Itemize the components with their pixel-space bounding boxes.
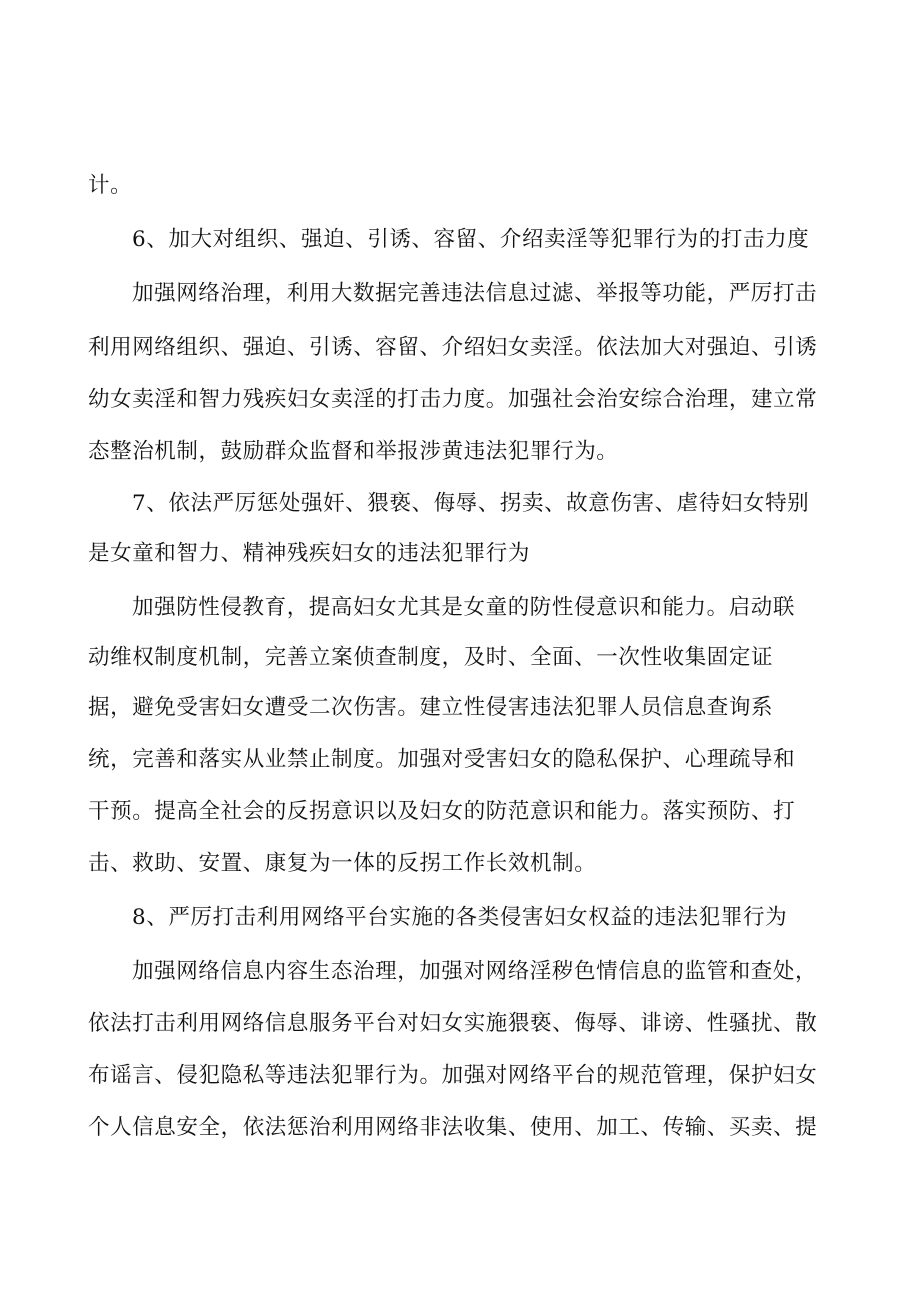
text-line: 干预。提高全社会的反拐意识以及妇女的防范意识和能力。落实预防、打 — [88, 799, 796, 824]
text-line: 布谣言、侵犯隐私等违法犯罪行为。加强对网络平台的规范管理，保护妇女 — [88, 1063, 818, 1088]
text-line: 依法打击利用网络信息服务平台对妇女实施猥亵、侮辱、诽谤、性骚扰、散 — [88, 1011, 818, 1036]
section-heading-8: 8、严厉打击利用网络平台实施的各类侵害妇女权益的违法犯罪行为 — [132, 905, 788, 930]
section-heading-6: 6、加大对组织、强迫、引诱、容留、介绍卖淫等犯罪行为的打击力度 — [132, 227, 810, 252]
text-line: 动维权制度机制，完善立案侦查制度，及时、全面、一次性收集固定证 — [88, 645, 774, 670]
text-line: 统，完善和落实从业禁止制度。加强对受害妇女的隐私保护、心理疏导和 — [88, 747, 796, 772]
section-heading-7-cont: 是女童和智力、精神残疾妇女的违法犯罪行为 — [88, 541, 531, 566]
text-line: 个人信息安全，依法惩治利用网络非法收集、使用、加工、传输、买卖、提 — [88, 1115, 818, 1140]
section-heading-7: 7、依法严厉惩处强奸、猥亵、侮辱、拐卖、故意伤害、虐待妇女特别 — [132, 491, 810, 516]
text-line: 加强网络信息内容生态治理，加强对网络淫秽色情信息的监管和查处， — [132, 959, 818, 984]
text-line: 据，避免受害妇女遭受二次伤害。建立性侵害违法犯罪人员信息查询系 — [88, 695, 774, 720]
text-line: 利用网络组织、强迫、引诱、容留、介绍妇女卖淫。依法加大对强迫、引诱 — [88, 335, 818, 360]
text-line: 击、救助、安置、康复为一体的反拐工作长效机制。 — [88, 851, 597, 876]
text-line: 加强网络治理，利用大数据完善违法信息过滤、举报等功能，严厉打击 — [132, 281, 818, 306]
text-line: 态整治机制，鼓励群众监督和举报涉黄违法犯罪行为。 — [88, 439, 619, 464]
text-line: 幼女卖淫和智力残疾妇女卖淫的打击力度。加强社会治安综合治理，建立常 — [88, 387, 818, 412]
text-line: 加强防性侵教育，提高妇女尤其是女童的防性侵意识和能力。启动联 — [132, 595, 796, 620]
text-line: 计。 — [88, 173, 133, 198]
